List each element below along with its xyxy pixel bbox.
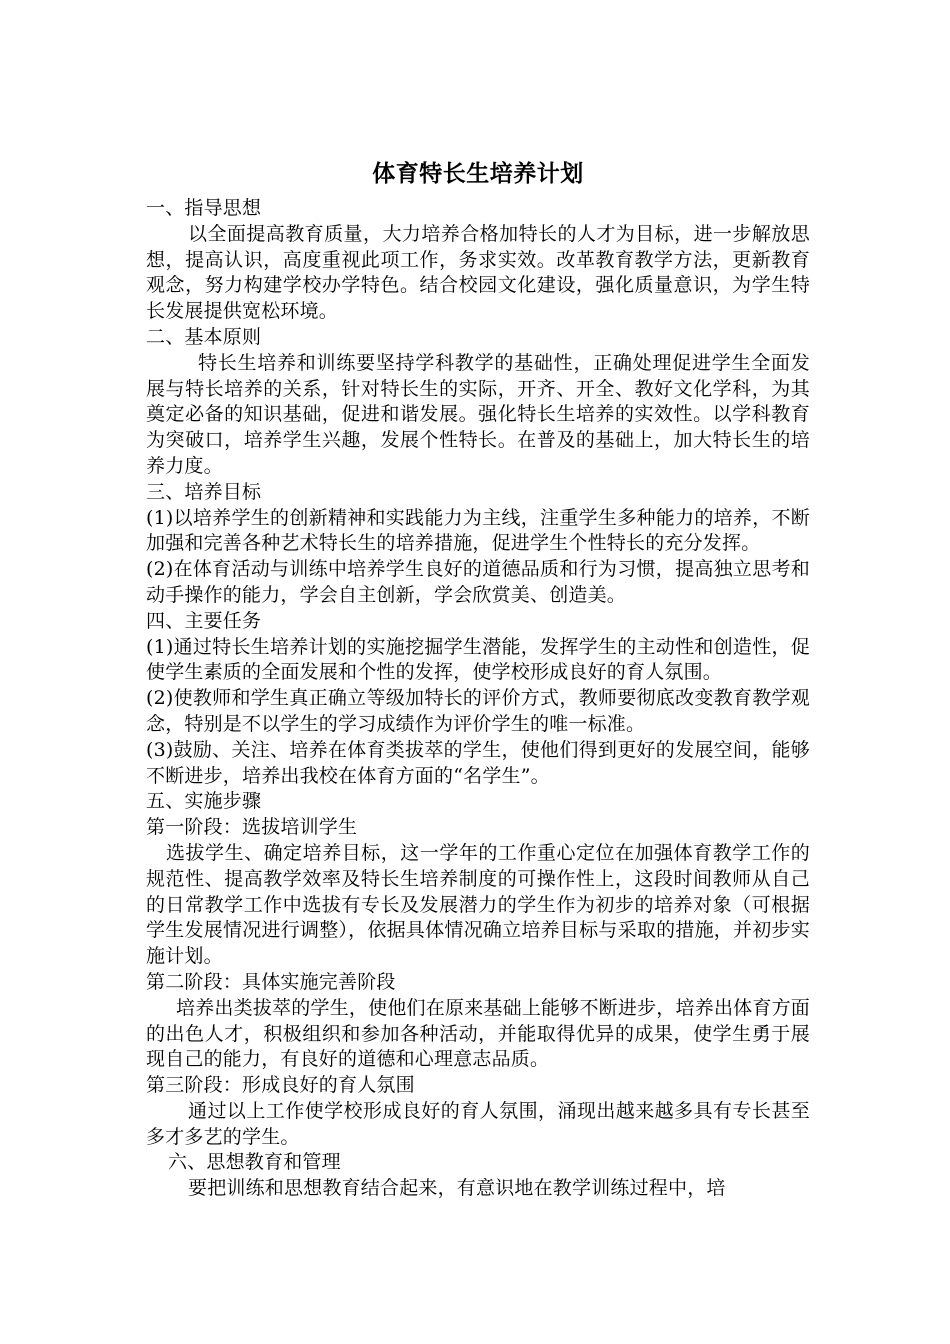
paragraph-ideological-education: 要把训练和思想教育结合起来，有意识地在教学训练过程中，培 [188,1177,726,1200]
section-heading-main-tasks: 四、主要任务 [146,609,262,632]
stage-heading-3: 第三阶段：形成良好的育人氛围 [146,1074,415,1097]
page-title: 体育特长生培养计划 [372,160,584,187]
paragraph-training-goal-1: (1)以培养学生的创新精神和实践能力为主线，注重学生多种能力的培养，不断加强和完善各种艺术特长生的培养措施，促进学生个性特长的充分发挥。 [146,506,810,555]
paragraph-training-goal-2: (2)在体育活动与训练中培养学生良好的道德品质和行为习惯，提高独立思考和动手操作的能力，学会自主创新，学会欣赏美、创造美。 [146,558,810,606]
paragraph-stage-2: 培养出类拔萃的学生，使他们在原来基础上能够不断进步，培养出体育方面的出色人才，积极组织和参加各种活动，并能取得优异的成果，使学生勇于展现自己的能力，有良好的道德和心理意志品质。 [146,996,810,1071]
section-heading-training-goals: 三、培养目标 [146,480,262,503]
stage-heading-2: 第二阶段：具体实施完善阶段 [146,970,396,993]
section-heading-ideological-education: 六、思想教育和管理 [168,1151,341,1174]
section-heading-implementation-steps: 五、实施步骤 [146,790,262,813]
stage-heading-1: 第一阶段：选拔培训学生 [146,816,358,839]
document-page [146,158,810,1202]
section-heading-basic-principles: 二、基本原则 [146,325,262,348]
section-heading-guiding-ideology: 一、指导思想 [146,197,262,219]
paragraph-main-task-1: (1)通过特长生培养计划的实施挖掘学生潜能，发挥学生的主动性和创造性，促使学生素质的全面发展和个性的发挥，使学校形成良好的育人氛围。 [146,635,810,684]
paragraph-stage-3: 通过以上工作使学校形成良好的育人氛围，涌现出越来越多具有专长甚至多才多艺的学生。 [146,1099,810,1148]
paragraph-basic-principles: 特长生培养和训练要坚持学科教学的基础性，正确处理促进学生全面发展与特长培养的关系，针对特长生的实际，开齐、开全、教好文化学科，为其奠定必备的知识基础，促进和谐发展。强化特长生培养的实效性。以学科教育为突破口，培养学生兴趣，发展个性特长。在普及的基础上，加大特长生的培养力度。 [146,351,810,477]
paragraph-guiding-ideology: 以全面提高教育质量，大力培养合格加特长的人才为目标，进一步解放思想，提高认识，高度重视此项工作，务求实效。改革教育教学方法，更新教育观念，努力构建学校办学特色。结合校园文化建设，强化质量意识，为学生特长发展提供宽松环境。 [146,222,810,323]
paragraph-main-task-3: (3)鼓励、关注、培养在体育类拔萃的学生，使他们得到更好的发展空间，能够不断进步，培养出我校在体育方面的“名学生”。 [146,738,810,787]
paragraph-main-task-2: (2)使教师和学生真正确立等级加特长的评价方式，教师要彻底改变教育教学观念，特别是不以学生的学习成绩作为评价学生的唯一标准。 [146,687,810,735]
paragraph-stage-1: 选拔学生、确定培养目标，这一学年的工作重心定位在加强体育教学工作的规范性、提高教学效率及特长生培养制度的可操作性上，这段时间教师从自己的日常教学工作中选拔有专长及发展潜力的学生作为初步的培养对象（可根据学生发展情况进行调整），依据具体情况确立培养目标与采取的措施，并初步实施计划。 [146,841,810,968]
